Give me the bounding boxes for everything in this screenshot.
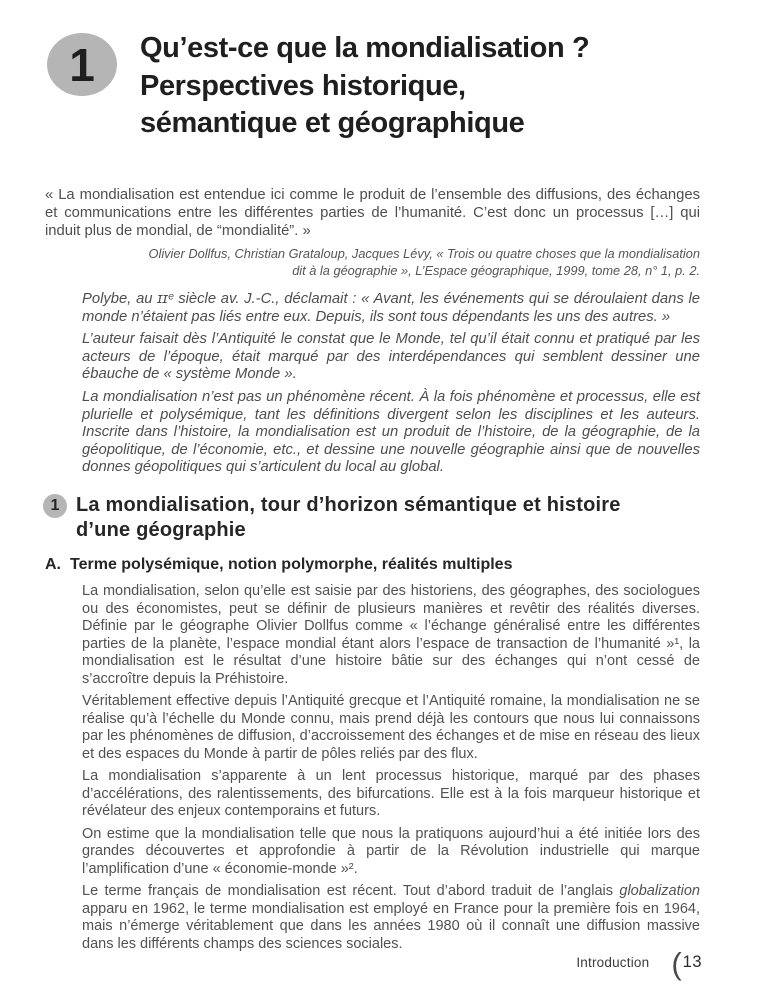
chapter-title [140, 30, 740, 143]
body-paragraphs [82, 583, 700, 958]
subsection-letter: A. [45, 556, 61, 573]
section-number-badge [43, 494, 67, 518]
intro-paragraph-3: La mondialisation n’est pas un phénomène récent. À la fois phénomène et processus, elle est plurielle et polysémique, tant les définitions divergent selon les disciplines et les auteurs. Inscrite dans l’histoire, la mondialisation est un produit de l’histoire, de la géographie, de la géopolitique, de l’économie, etc., et dessine une nouvelle géographie ainsi que de nouvelles donnes géopolitiques qui s’articulent du local au global. [82, 388, 700, 476]
chapter-title-line-3: sémantique et géographique [140, 107, 525, 139]
epigraph-quote: « La mondialisation est entendue ici comme le produit de l’ensemble des diffusions, des échanges et communications entre les différentes parties de l’humanité. C’est donc un processus […] qui induit plus de mondial, de “mondialité”. » [45, 187, 700, 240]
section-title-line-1: La mondialisation, tour d’horizon sémantique et histoire [76, 494, 621, 516]
intro-paragraph-2: L’auteur faisait dès l’Antiquité le constat que le Monde, tel qu’il était connu et pratiqué par les acteurs de l’époque, était marqué par des interdépendances qui semblent dessiner une ébauche de « système Monde ». [82, 331, 700, 383]
body-paragraph-2: Véritablement effective depuis l’Antiquité grecque et l’Antiquité romaine, la mondialisation ne se réalise qu’à l’échelle du Monde connu, mais prend déjà les contours que nous lui connaissons par les phénomènes de diffusion, d’accroissement des échanges et de mise en réseau des lieux et des espaces du Monde à partir de pôles reliés par des flux. [82, 693, 700, 762]
body-paragraph-1: La mondialisation, selon qu’elle est saisie par des historiens, des géographes, des sociologues ou des économistes, peut se définir de plusieurs manières et revêtir des réalités diverses. Définie par le géographe Olivier Dollfus comme « l’échange généralisé entre les différentes parties de la planète, l’espace mondial étant alors l’espace de transaction de l’humanité »¹, la mondialisation est le résultat d’une histoire bâtie sur des échanges qui n’ont cessé de s’accroître depuis la Préhistoire. [82, 583, 700, 687]
subsection-title: Terme polysémique, notion polymorphe, réalités multiples [70, 556, 513, 573]
epigraph-attribution [45, 246, 700, 280]
chapter-number-badge [47, 33, 117, 96]
body-paragraph-5: Le terme français de mondialisation est récent. Tout d’abord traduit de l’anglais globalization apparu en 1962, le terme mondialisation est employé en France pour la première fois en 1964, mais n’émerge véritablement que dans les années 1980 où il connaît une diffusion massive dans les différents champs des sciences sociales. [82, 883, 700, 952]
intro-paragraphs [82, 291, 700, 482]
section-number: 1 [50, 497, 60, 514]
footer-section-label: Introduction [576, 954, 650, 970]
body-paragraph-3: La mondialisation s’apparente à un lent processus historique, marqué par des phases d’accélérations, des ralentissements, des bifurcations. Elle est à la fois marqueur historique et révélateur des enjeux contemporains et futurs. [82, 768, 700, 819]
subsection-a-heading [45, 555, 705, 575]
page-footer [45, 944, 702, 980]
attribution-line-1: Olivier Dollfus, Christian Grataloup, Jacques Lévy, « Trois ou quatre choses que la mondialisation [148, 246, 700, 261]
chapter-title-line-2: Perspectives historique, [140, 69, 466, 102]
body-paragraph-4: On estime que la mondialisation telle que nous la pratiquons aujourd’hui a été initiée lors des grandes découvertes et approfondie à partir de la Révolution industrielle qui marque l’amplification d’une « économie-monde »². [82, 825, 700, 877]
intro-paragraph-1: Polybe, au ɪɪᵉ siècle av. J.-C., déclamait : « Avant, les événements qui se déroulaient dans le monde n’étaient pas liés entre eux. Depuis, ils sont tous dépendants les uns des autres. » [82, 291, 700, 325]
chapter-number: 1 [69, 38, 95, 91]
chapter-title-line-1: Qu’est-ce que la mondialisation ? [140, 32, 590, 64]
attribution-line-2: dit à la géographie », L’Espace géographique, 1999, tome 28, n° 1, p. 2. [292, 262, 700, 278]
section-title-line-2: d’une géographie [76, 518, 246, 541]
page-number: 13 [682, 952, 702, 971]
section-1-heading [43, 493, 723, 542]
footer-parenthesis-glyph: ( [671, 946, 682, 981]
section-title [76, 493, 621, 542]
